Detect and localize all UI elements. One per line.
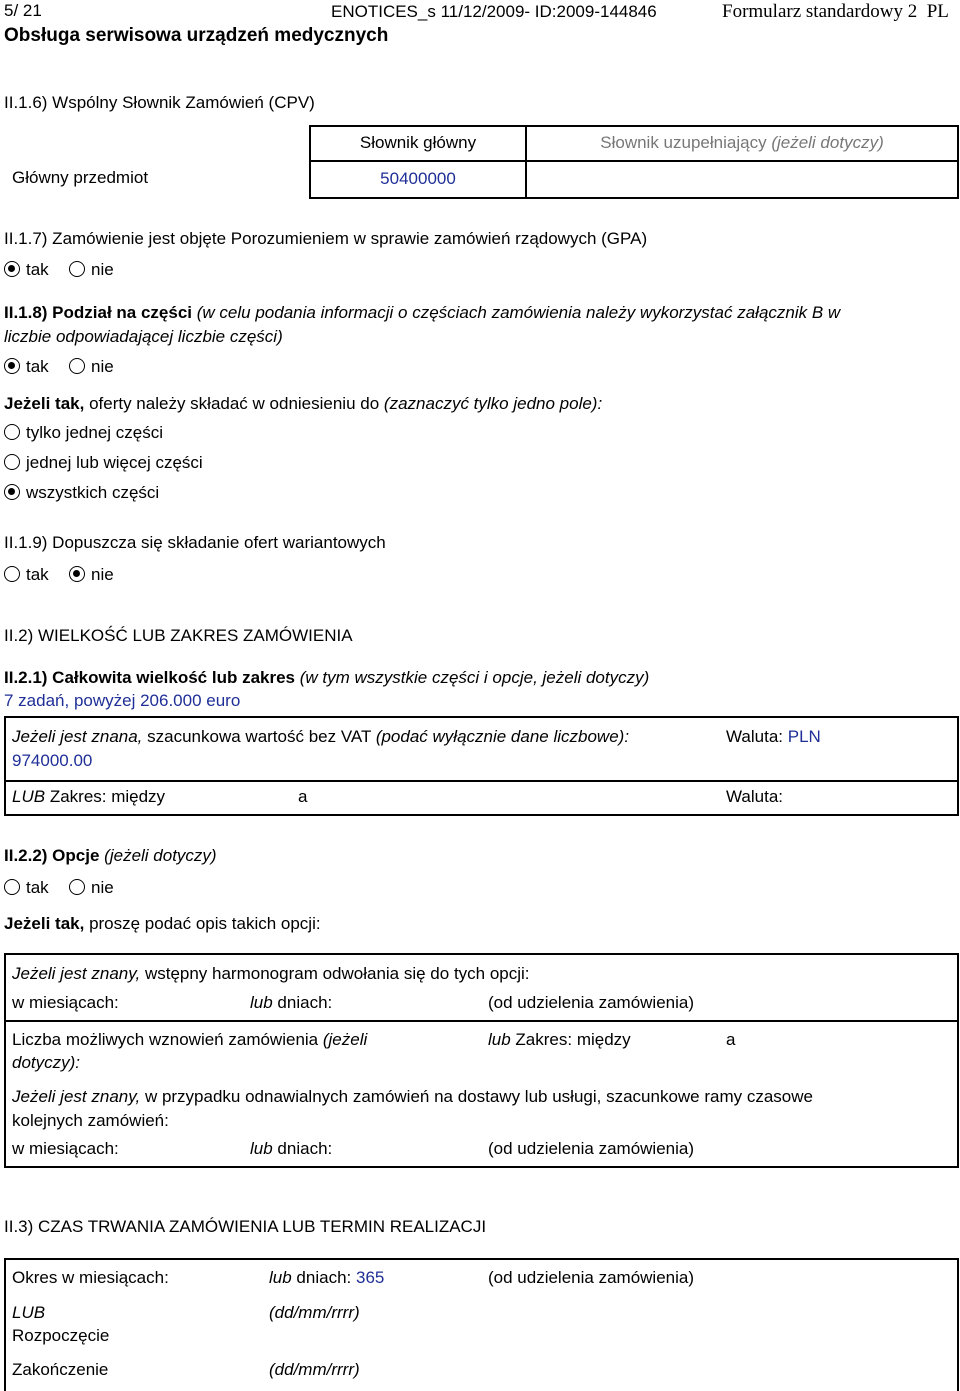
total-heading: II.2.1) Całkowita wielkość lub zakres (w tym wszystkie części i opcje, jeżeli dotyczy) [4, 668, 650, 687]
divider [6, 780, 957, 782]
parts-option-one[interactable]: tylko jednej części [4, 422, 163, 444]
cpv-main-header: Słownik główny [310, 126, 526, 161]
recurring-months: w miesiącach: [12, 1139, 119, 1158]
scope-heading: II.2) WIELKOŚĆ LUB ZAKRES ZAMÓWIENIA [4, 626, 353, 645]
cpv-supp-header: Słownik uzupełniający (jeżeli dotyczy) [526, 126, 958, 161]
gpa-yes-radio[interactable]: tak [4, 259, 49, 281]
parts-heading: II.1.8) Podział na części (w celu podania informacji o częściach zamówienia należy wykorzystać załącznik B w [4, 303, 841, 322]
start-label: Rozpoczęcie [12, 1326, 110, 1345]
radio-empty-icon [4, 454, 20, 470]
radio-empty-icon [4, 424, 20, 440]
schedule-from-award: (od udzielenia zamówienia) [488, 993, 695, 1012]
renewals-range: lub Zakres: między [488, 1030, 631, 1049]
range-a: a [298, 787, 308, 806]
currency: Waluta: PLN [726, 727, 821, 746]
duration-months: Okres w miesiącach: [12, 1268, 169, 1287]
renewals-note: dotyczy): [12, 1053, 81, 1072]
gpa-no-radio[interactable]: nie [69, 259, 114, 281]
options-yes-radio[interactable]: tak [4, 877, 49, 899]
duration-days: lub dniach: 365 [269, 1268, 385, 1287]
recurring-days: lub dniach: [250, 1139, 333, 1158]
parts-yes-radio[interactable]: tak [4, 356, 49, 378]
end-label: Zakończenie [12, 1360, 109, 1379]
notice-id: ENOTICES_s 11/12/2009- ID:2009-144846 [331, 2, 657, 21]
parts-if-yes: Jeżeli tak, oferty należy składać w odniesieniu do (zaznaczyć tylko jedno pole): [4, 394, 603, 413]
options-heading: II.2.2) Opcje (jeżeli dotyczy) [4, 846, 217, 865]
schedule-label: Jeżeli jest znany, wstępny harmonogram odwołania się do tych opcji: [12, 964, 530, 983]
recurring-label: Jeżeli jest znany, w przypadku odnawialnych zamówień na dostawy lub usługi, szacunkowe ramy czasowe [12, 1087, 813, 1106]
schedule-days: lub dniach: [250, 993, 333, 1012]
cpv-main-code: 50400000 [310, 161, 526, 198]
radio-selected-icon [4, 484, 20, 500]
renewals-label: Liczba możliwych wznowień zamówienia (jeżeli [12, 1030, 368, 1049]
variants-yes-radio[interactable]: tak [4, 564, 49, 586]
radio-empty-icon [69, 261, 85, 277]
options-if-yes: Jeżeli tak, proszę podać opis takich opcji: [4, 914, 321, 933]
options-no-radio[interactable]: nie [69, 877, 114, 899]
schedule-months: w miesiącach: [12, 993, 119, 1012]
duration-from-award: (od udzielenia zamówienia) [488, 1268, 695, 1287]
total-value: 7 zadań, powyżej 206.000 euro [4, 691, 241, 710]
radio-empty-icon [4, 879, 20, 895]
currency-2: Waluta: [726, 787, 784, 806]
renewals-a: a [726, 1030, 736, 1049]
radio-selected-icon [4, 261, 20, 277]
radio-empty-icon [4, 566, 20, 582]
cpv-heading: II.1.6) Wspólny Słownik Zamówień (CPV) [4, 93, 315, 112]
page-number: 5/ 21 [4, 1, 42, 20]
page-title: Obsługa serwisowa urządzeń medycznych [4, 25, 389, 46]
duration-heading: II.3) CZAS TRWANIA ZAMÓWIENIA LUB TERMIN REALIZACJI [4, 1217, 487, 1236]
recurring-label-2: kolejnych zamówień: [12, 1111, 169, 1130]
duration-lub: LUB [12, 1303, 46, 1322]
radio-empty-icon [69, 358, 85, 374]
parts-option-one-or-more[interactable]: jednej lub więcej części [4, 452, 203, 474]
range-label: LUB Zakres: między [12, 787, 166, 806]
divider [6, 1020, 957, 1022]
cpv-supp-code [526, 161, 958, 198]
known-value-label: Jeżeli jest znana, szacunkowa wartość bez VAT (podać wyłącznie dane liczbowe): [12, 727, 630, 746]
parts-option-all[interactable]: wszystkich części [4, 482, 159, 504]
cpv-row-label: Główny przedmiot [12, 168, 149, 187]
radio-selected-icon [69, 566, 85, 582]
form-type: Formularz standardowy 2 PL [722, 1, 949, 22]
parts-no-radio[interactable]: nie [69, 356, 114, 378]
estimated-value: 974000.00 [12, 751, 93, 770]
parts-heading-note: liczbie odpowiadającej liczbie części) [4, 327, 283, 346]
start-date-format: (dd/mm/rrrr) [269, 1303, 360, 1322]
radio-selected-icon [4, 358, 20, 374]
gpa-heading: II.1.7) Zamówienie jest objęte Porozumieniem w sprawie zamówień rządowych (GPA) [4, 229, 648, 248]
variants-no-radio[interactable]: nie [69, 564, 114, 586]
end-date-format: (dd/mm/rrrr) [269, 1360, 360, 1379]
recurring-from-award: (od udzielenia zamówienia) [488, 1139, 695, 1158]
options-box [4, 953, 959, 1168]
radio-empty-icon [69, 879, 85, 895]
cpv-table [309, 125, 959, 199]
variants-heading: II.1.9) Dopuszcza się składanie ofert wariantowych [4, 533, 386, 552]
